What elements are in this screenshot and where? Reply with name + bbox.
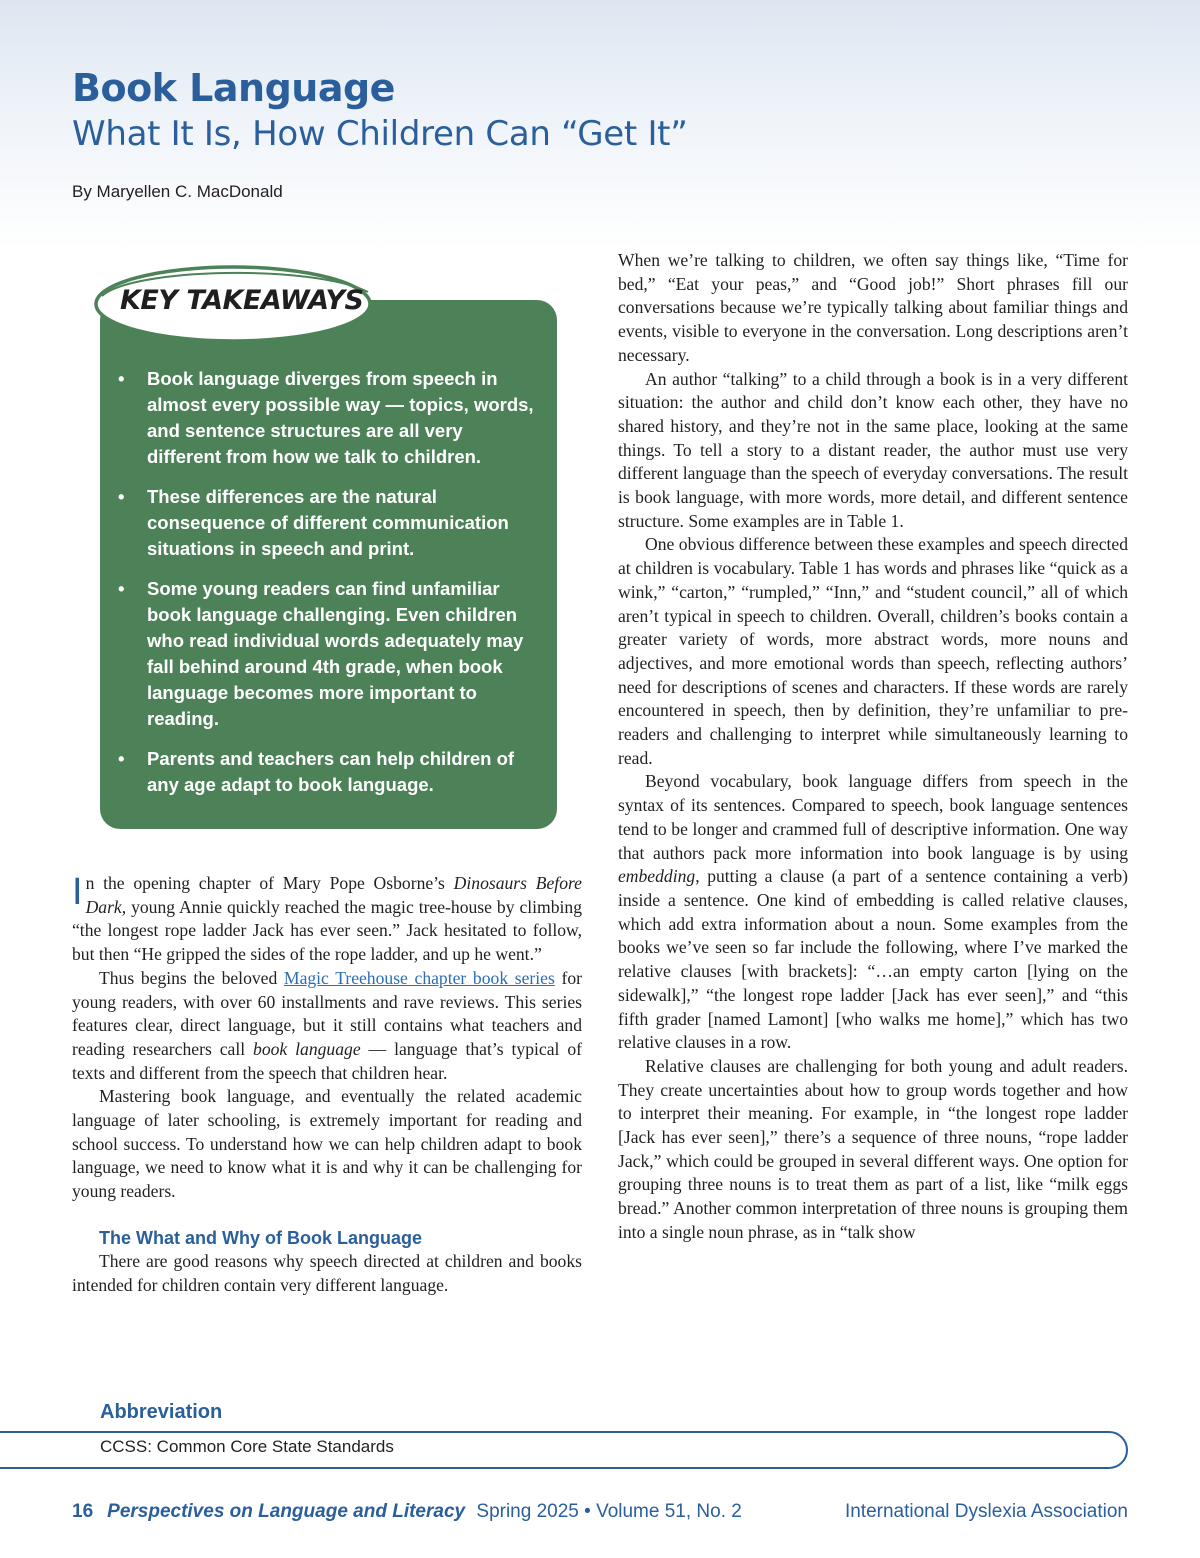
left-column <box>72 872 582 1297</box>
article-title: Book Language <box>72 66 395 110</box>
paragraph: One obvious difference between these examples and speech directed at children is vocabulary. Table 1 has words and phrases like “quick as a wink,” “carton,” “rumpled,” “Inn,” and “student council,” all of which aren’t typical in speech to children. Overall, children’s books contain a greater variety of words, more abstract words, more nouns and adjectives, and more emotional words than speech, reflecting authors’ need for descriptions of scenes and characters. If these words are rarely encountered in speech, then by definition, they’re unfamiliar to pre-readers and challenging to interpret while simultaneously learning to read. <box>618 534 1128 768</box>
takeaway-item: • Parents and teachers can help children of any age adapt to book language. <box>118 748 515 795</box>
bullet-icon: • <box>118 368 125 389</box>
section-heading: The What and Why of Book Language <box>99 1227 422 1248</box>
right-column <box>618 249 1128 1245</box>
abbreviation-text: CCSS: Common Core State Standards <box>100 1437 394 1456</box>
drop-cap: I <box>72 871 83 913</box>
paragraph: In the opening chapter of Mary Pope Osborne’s Dinosaurs Before Dark, young Annie quickly reached the magic tree-house by climbing “the longest rope ladder Jack has ever seen.” Jack hesitated to follow, but then “He gripped the sides of the rope ladder, and up he went.” <box>72 871 582 965</box>
paragraph: Mastering book language, and eventually the related academic language of later schooling, is extremely important for reading and school success. To understand how we can help children adapt to book language, we need to know what it is and why it can be challenging for young readers. <box>72 1086 582 1202</box>
magic-treehouse-link[interactable]: Magic Treehouse chapter book series <box>283 967 555 988</box>
paragraph: Relative clauses are challenging for both young and adult readers. They create uncertainties about how to group words together and how to interpret their meaning. For example, in “the longest rope ladder [Jack has ever seen],” there’s a sequence of three nouns, “rope ladder Jack,” which could be grouped in several different ways. One option for grouping three nouns is to treat them as part of a list, like “milk eggs bread.” Another common interpretation of three nouns is grouping them into a single noun phrase, as in “talk show <box>618 1055 1128 1242</box>
paragraph: An author “talking” to a child through a book is in a very different situation: the author and child don’t know each other, they have no shared history, and they’re not in the same place, looking at the same things. To tell a story to a distant reader, the author must use very different language than the speech of everyday conversations. The result is book language, with more words, more detail, and different sentence structure. Some examples are in Table 1. <box>618 368 1128 531</box>
bullet-icon: • <box>118 748 125 769</box>
journal-name: Perspectives on Language and Literacy <box>107 1501 466 1522</box>
key-takeaways-list <box>118 366 538 812</box>
takeaway-item: • Some young readers can find unfamiliar book language challenging. Even children who read individual words adequately may fall behind around 4th grade, when book language becomes more important to reading. <box>118 578 524 729</box>
takeaway-item: • Book language diverges from speech in almost every possible way — topics, words, and sentence structures are all very different from how we talk to children. <box>118 368 534 467</box>
takeaway-item: • These differences are the natural consequence of different communication situations in speech and print. <box>118 486 509 559</box>
key-takeaways-title: KEY TAKEAWAYS <box>120 285 364 316</box>
page-number: 16 <box>72 1501 94 1522</box>
organization-name: International Dyslexia Association <box>844 1501 1128 1522</box>
issue-info: Spring 2025 • Volume 51, No. 2 <box>476 1501 742 1522</box>
article-subtitle: What It Is, How Children Can “Get It” <box>72 114 688 154</box>
bullet-icon: • <box>118 578 125 599</box>
paragraph: Beyond vocabulary, book language differs from speech in the syntax of its sentences. Compared to speech, book language sentences tend to be longer and crammed full of descriptive information. One way that authors pack more information into book language is by using embedding, putting a clause (a part of a sentence containing a verb) inside a sentence. One kind of embedding is called relative clauses, which add extra information about a noun. Some examples from the books we’ve seen so far include the following, where I’ve marked the relative clauses [with brackets]: “…an empty carton [lying on the sidewalk],” “the longest rope ladder [Jack has ever seen],” and “this fifth grader [named Lamont] [who walks me home],” which has two relative clauses in a row. <box>618 771 1128 1053</box>
paragraph: Thus begins the beloved Magic Treehouse chapter book series for young readers, with over 60 installments and rave reviews. This series features clear, direct language, but it still contains what teachers and reading researchers call book language — language that’s typical of texts and different from the speech that children hear. <box>72 967 582 1083</box>
bullet-icon: • <box>118 486 125 507</box>
paragraph: When we’re talking to children, we often say things like, “Time for bed,” “Eat your peas,” and “Good job!” Short phrases fill our conversations because we’re typically talking about familiar things and events, visible to everyone in the conversation. Long descriptions aren’t necessary. <box>618 250 1128 365</box>
page-footer <box>72 1501 1128 1523</box>
paragraph: There are good reasons why speech directed at children and books intended for children contain very different language. <box>72 1250 582 1295</box>
abbreviation-heading: Abbreviation <box>100 1401 223 1423</box>
byline: By Maryellen C. MacDonald <box>72 182 283 201</box>
